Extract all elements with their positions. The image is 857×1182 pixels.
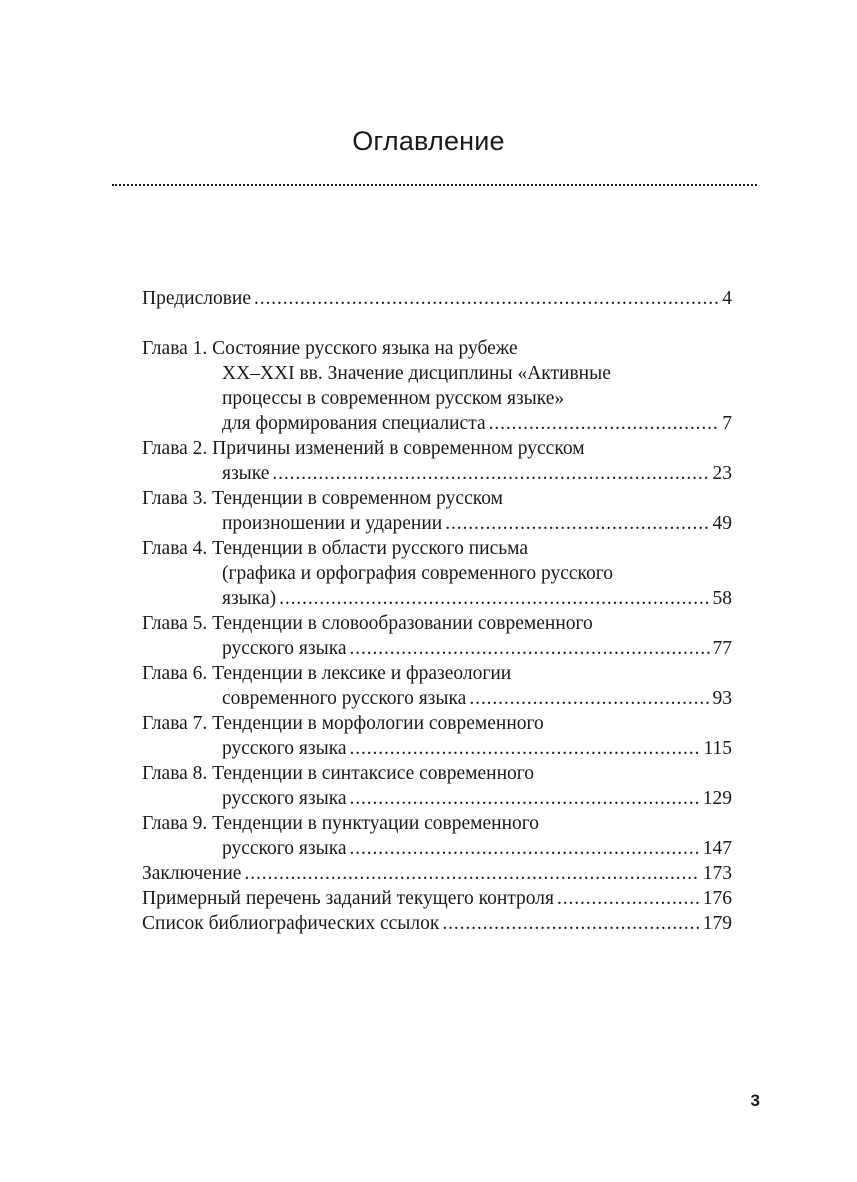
toc-entry-label-cont: произношении и ударении — [222, 513, 443, 534]
dot-leader — [254, 286, 719, 311]
toc-page-number: 58 — [712, 588, 732, 609]
dot-leader — [350, 786, 700, 811]
toc-entry-last-line — [142, 736, 732, 761]
toc-entry-chapter-5[interactable] — [142, 611, 732, 661]
table-of-contents — [142, 286, 732, 936]
toc-page-number: 77 — [712, 638, 732, 659]
dot-leader — [244, 861, 699, 886]
toc-entry-tasks[interactable] — [142, 886, 732, 911]
toc-page-number: 147 — [702, 838, 732, 859]
toc-entry-label: Глава 9. Тенденции в пунктуации современного — [142, 813, 540, 834]
toc-entry-label-cont: для формирования специалиста — [222, 413, 486, 434]
toc-entry-chapter-6[interactable] — [142, 661, 732, 711]
toc-entry-label-cont: процессы в современном русском языке» — [222, 388, 565, 409]
toc-entry-chapter-8[interactable] — [142, 761, 732, 811]
toc-entry-last-line — [142, 836, 732, 861]
toc-entry-chapter-7[interactable] — [142, 711, 732, 761]
dot-leader — [350, 636, 710, 661]
toc-entry-chapter-4[interactable] — [142, 536, 732, 611]
toc-entry-label: Глава 5. Тенденции в словообразовании современного — [142, 613, 593, 634]
toc-entry-label: Глава 7. Тенденции в морфологии современного — [142, 713, 544, 734]
spacer — [142, 311, 732, 336]
toc-entry-last-line — [142, 511, 732, 536]
toc-entry-label-cont: русского языка — [222, 738, 347, 759]
toc-page-number: 179 — [702, 913, 732, 934]
toc-entry-label-cont: русского языка — [222, 838, 347, 859]
toc-entry-label-cont: языка) — [222, 588, 277, 609]
toc-page-number: 7 — [722, 413, 732, 434]
toc-entry-label-cont: русского языка — [222, 638, 347, 659]
toc-entry-conclusion[interactable] — [142, 861, 732, 886]
dot-leader — [489, 411, 720, 436]
toc-page-number: 176 — [702, 888, 732, 909]
toc-entry-label: Список библиографических ссылок — [142, 913, 440, 934]
toc-entry-label-cont: языке — [222, 463, 270, 484]
page-title: Оглавление — [352, 126, 505, 156]
toc-entry-label: Глава 3. Тенденции в современном русском — [142, 488, 503, 509]
dot-leader — [469, 686, 709, 711]
toc-entry-label: Примерный перечень заданий текущего контроля — [142, 888, 554, 909]
toc-entry-label: Глава 6. Тенденции в лексике и фразеологии — [142, 663, 512, 684]
toc-entry-label-cont: современного русского языка — [222, 688, 467, 709]
toc-entry-last-line — [142, 686, 732, 711]
dot-leader — [445, 511, 709, 536]
toc-page-number: 115 — [703, 738, 732, 759]
toc-entry-last-line — [142, 586, 732, 611]
toc-entry-label: Предисловие — [142, 288, 252, 309]
toc-entry-last-line — [142, 461, 732, 486]
toc-entry-last-line — [142, 786, 732, 811]
toc-page-number: 93 — [712, 688, 732, 709]
dot-leader — [442, 911, 699, 936]
toc-entry-label: Заключение — [142, 863, 242, 884]
dot-leader — [279, 586, 709, 611]
toc-entry-last-line — [142, 411, 732, 436]
dot-leader — [350, 836, 700, 861]
toc-page-number: 129 — [702, 788, 732, 809]
toc-entry-label: Глава 4. Тенденции в области русского письма — [142, 538, 528, 559]
toc-entry-bibliography[interactable] — [142, 911, 732, 936]
toc-entry-chapter-9[interactable] — [142, 811, 732, 861]
toc-page-number: 49 — [712, 513, 732, 534]
page-number: 3 — [750, 1091, 760, 1110]
toc-page-number: 4 — [722, 288, 732, 309]
toc-entry-chapter-1[interactable] — [142, 336, 732, 436]
dot-leader — [557, 886, 700, 911]
toc-page-number: 23 — [712, 463, 732, 484]
dotted-divider — [112, 184, 757, 186]
dot-leader — [350, 736, 701, 761]
toc-entry-label: Глава 8. Тенденции в синтаксисе современного — [142, 763, 535, 784]
toc-entry-last-line — [142, 636, 732, 661]
dot-leader — [272, 461, 709, 486]
toc-entry-label-cont: (графика и орфография современного русского — [222, 563, 614, 584]
toc-entry-chapter-3[interactable] — [142, 486, 732, 536]
toc-page-number: 173 — [702, 863, 732, 884]
toc-entry-label-cont: XX–XXI вв. Значение дисциплины «Активные — [222, 363, 611, 384]
toc-entry-label: Глава 2. Причины изменений в современном русском — [142, 438, 585, 459]
toc-entry-label: Глава 1. Состояние русского языка на рубеже — [142, 338, 518, 359]
toc-entry-preface[interactable] — [142, 286, 732, 311]
toc-entry-label-cont: русского языка — [222, 788, 347, 809]
toc-entry-chapter-2[interactable] — [142, 436, 732, 486]
